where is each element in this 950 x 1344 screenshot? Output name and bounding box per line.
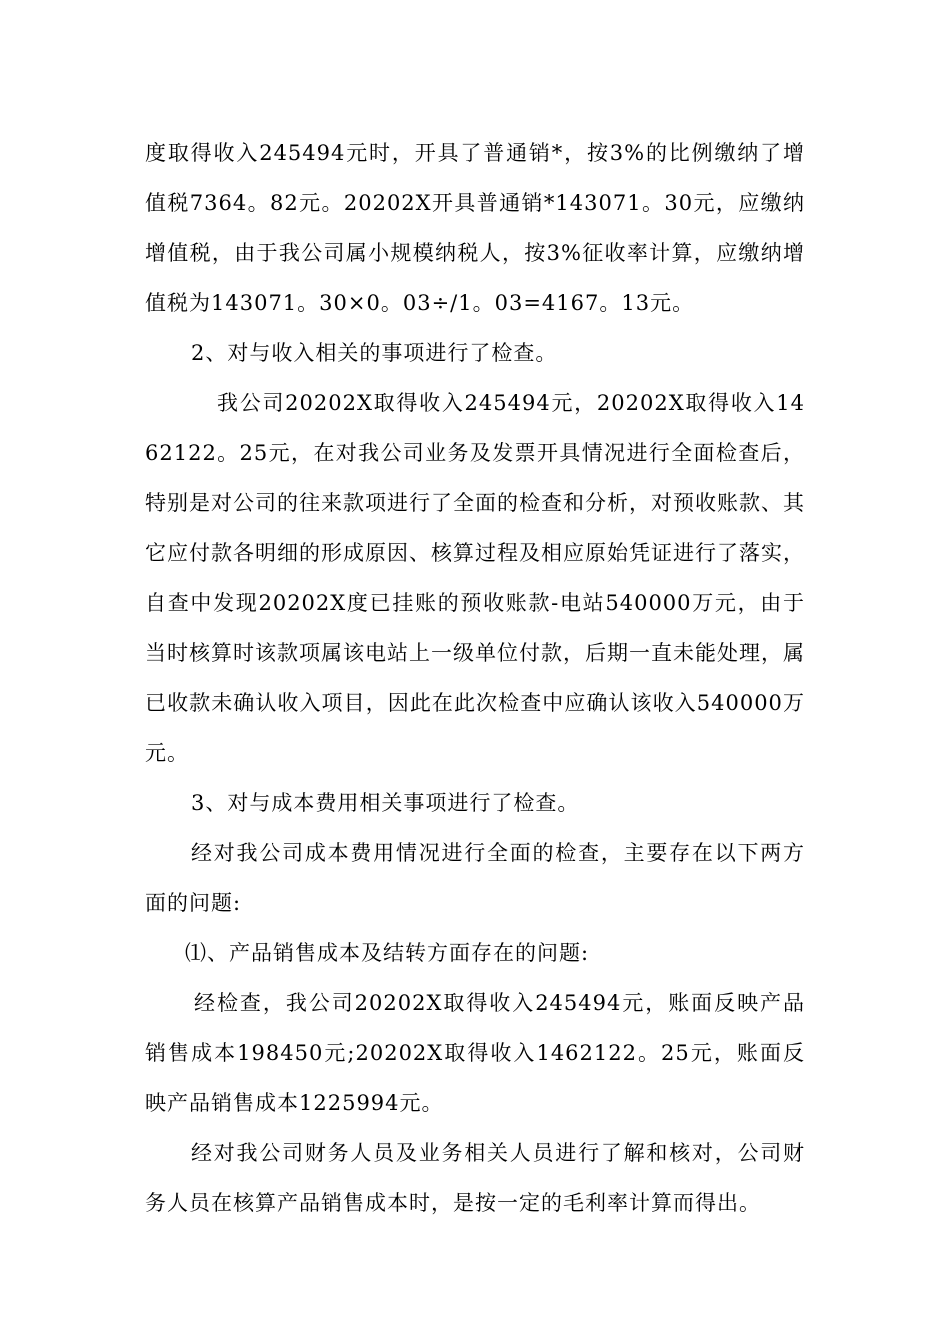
document-body	[145, 128, 805, 1228]
paragraph-income-findings: 我公司20202X取得收入245494元，20202X取得收入1462122。25元，在对我公司业务及发票开具情况进行全面检查后，特别是对公司的往来款项进行了全面的检查和分析，对预收账款、其它应付款各明细的形成原因、核算过程及相应原始凭证进行了落实，自查中发现20202X度已挂账的预收账款-电站540000万元，由于当时核算时该款项属该电站上一级单位付款，后期一直未能处理，属已收款未确认收入项目，因此在此次检查中应确认该收入540000万元。	[145, 391, 805, 765]
paragraph-heading-cost-check: 3、对与成本费用相关事项进行了检查。	[191, 791, 580, 815]
paragraph-cost-overview: 经对我公司成本费用情况进行全面的检查，主要存在以下两方面的问题:	[145, 841, 805, 915]
paragraph-margin-method: 经对我公司财务人员及业务相关人员进行了解和核对，公司财务人员在核算产品销售成本时，是按一定的毛利率计算而得出。	[145, 1141, 805, 1215]
paragraph-vat-summary: 度取得收入245494元时，开具了普通销*，按3%的比例缴纳了增值税7364。82元。20202X开具普通销*143071。30元，应缴纳增值税，由于我公司属小规模纳税人，按3%征收率计算，应缴纳增值税为143071。30×0。03÷/1。03=4167。13元。	[145, 141, 805, 315]
paragraph-heading-income-check: 2、对与收入相关的事项进行了检查。	[191, 341, 558, 365]
paragraph-subheading-sales-cost: ⑴、产品销售成本及结转方面存在的问题:	[185, 941, 590, 965]
paragraph-sales-cost-findings: 经检查，我公司20202X取得收入245494元，账面反映产品销售成本198450元;20202X取得收入1462122。25元，账面反映产品销售成本1225994元。	[145, 991, 805, 1115]
